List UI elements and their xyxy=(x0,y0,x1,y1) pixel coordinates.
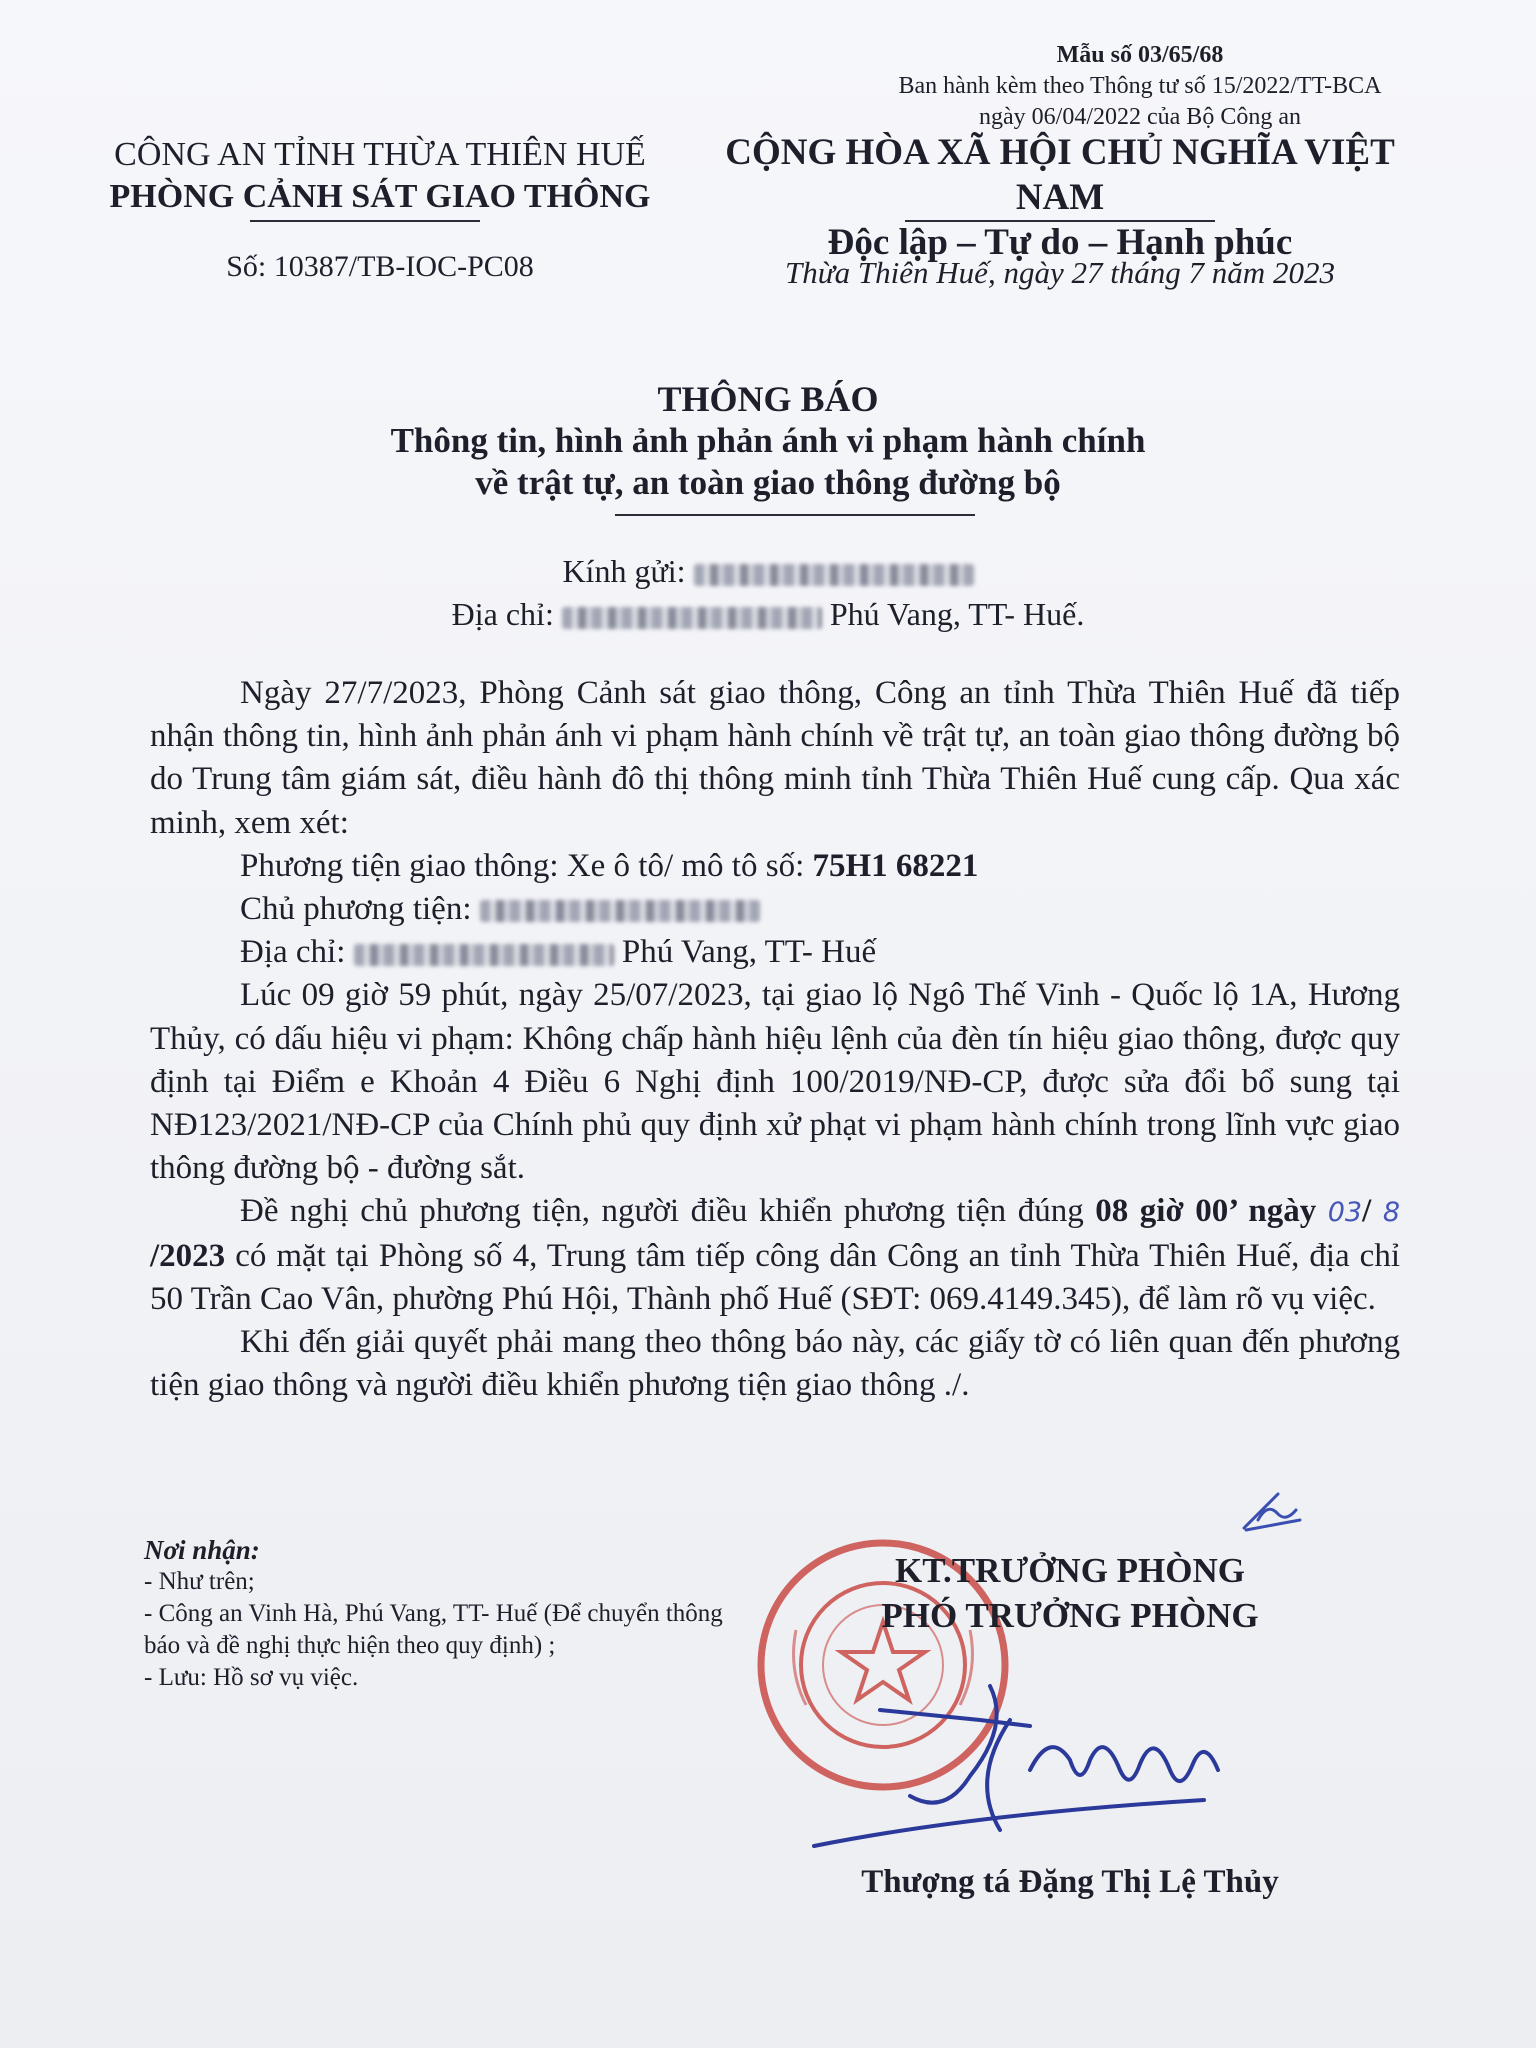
dia-chi-tail: Phú Vang, TT- Huế. xyxy=(829,596,1085,632)
vehicle-line xyxy=(150,845,1400,888)
sign-title-1: KT.TRƯỞNG PHÒNG xyxy=(895,1551,1245,1590)
summons-time: 08 giờ 00’ ngày xyxy=(1095,1193,1317,1230)
recipients-block xyxy=(144,1534,724,1694)
nation-name: CỘNG HÒA XÃ HỘI CHỦ NGHĨA VIỆT NAM xyxy=(725,132,1395,218)
document-number: Số: 10387/TB-IOC-PC08 xyxy=(226,250,534,283)
form-number: Mẫu số 03/65/68 xyxy=(1056,42,1224,68)
owner-address-line xyxy=(150,931,1400,974)
document-date: Thừa Thiên Huế, ngày 27 tháng 7 năm 2023 xyxy=(785,255,1335,290)
dia-chi-label: Địa chỉ: xyxy=(451,596,554,632)
paragraph-intro: Ngày 27/7/2023, Phòng Cảnh sát giao thông, Công an tỉnh Thừa Thiên Huế đã tiếp nhận thông tin, hình ảnh phản ánh vi phạm hành chính về trật tự, an toàn giao thông đường bộ do Trung tâm giám sát, điều hành đô thị thông minh tỉnh Thừa Thiên Huế cung cấp. Qua xác minh, xem xét: xyxy=(150,675,1400,841)
summons-text-b: có mặt tại Phòng số 4, Trung tâm tiếp công dân Công an tỉnh Thừa Thiên Huế, địa chỉ 50 Trần Cao Vân, phường Phú Hội, Thành phố Huế (SĐT: 069.4149.345), để làm rõ vụ việc. xyxy=(150,1237,1400,1317)
paragraph-instructions: Khi đến giải quyết phải mang theo thông báo này, các giấy tờ có liên quan đến phương tiện giao thông và người điều khiển phương tiện giao thông ./. xyxy=(150,1324,1400,1404)
redacted-owner-address xyxy=(354,944,614,966)
redacted-owner xyxy=(480,900,760,922)
nation-motto: Độc lập – Tự do – Hạnh phúc xyxy=(827,222,1293,263)
sign-title-2: PHÓ TRƯỞNG PHÒNG xyxy=(881,1596,1259,1635)
paragraph-violation: Lúc 09 giờ 59 phút, ngày 25/07/2023, tại giao lộ Ngô Thế Vinh - Quốc lộ 1A, Hương Thủy, có dấu hiệu vi phạm: Không chấp hành hiệu lệnh của đèn tín hiệu giao thông, được quy định tại Điểm e Khoản 4 Điều 6 Nghị định 100/2019/NĐ-CP, được sửa đổi bổ sung tại NĐ123/2021/NĐ-CP của Chính phủ quy định xử phạt vi phạm hành chính trong lĩnh vực giao thông đường bộ - đường sắt. xyxy=(150,977,1400,1187)
owner-label: Chủ phương tiện: xyxy=(240,891,472,928)
redacted-name xyxy=(694,564,974,586)
handwritten-month: 8 xyxy=(1382,1197,1401,1229)
signer-name: Thượng tá Đặng Thị Lệ Thủy xyxy=(861,1864,1279,1900)
addressee-address-line xyxy=(0,593,1536,636)
recipient-item: - Như trên; xyxy=(144,1568,255,1595)
handwritten-signature-icon xyxy=(810,1670,1270,1860)
handwritten-day: 03 xyxy=(1327,1197,1363,1229)
national-header xyxy=(690,130,1430,265)
form-date-line: ngày 06/04/2022 của Bộ Công an xyxy=(979,104,1301,130)
summons-text-a: Đề nghị chủ phương tiện, người điều khiển phương tiện đúng xyxy=(240,1193,1084,1230)
owner-address-label: Địa chỉ: xyxy=(240,934,346,971)
org-line-1: CÔNG AN TỈNH THỪA THIÊN HUẾ xyxy=(114,136,646,173)
paragraph-summons xyxy=(150,1190,1400,1321)
issuing-organization xyxy=(100,134,660,218)
form-issued-line: Ban hành kèm theo Thông tư số 15/2022/TT-BCA xyxy=(898,73,1382,99)
recipient-item: - Công an Vinh Hà, Phú Vang, TT- Huế (Để chuyển thông báo và đề nghị thực hiện theo quy định) ; xyxy=(144,1600,723,1659)
license-plate: 75H1 68221 xyxy=(812,847,979,884)
kinh-gui-label: Kính gửi: xyxy=(562,553,686,589)
title-sub-1: Thông tin, hình ảnh phản ánh vi phạm hành chính xyxy=(390,421,1146,460)
addressee-line xyxy=(0,550,1536,593)
title-underline xyxy=(615,514,975,516)
motto-underline xyxy=(905,220,1215,222)
owner-address-tail: Phú Vang, TT- Huế xyxy=(621,934,877,971)
signature-block xyxy=(820,1548,1320,1638)
title-main: THÔNG BÁO xyxy=(657,379,879,419)
title-sub-2: về trật tự, an toàn giao thông đường bộ xyxy=(475,463,1061,502)
recipients-heading: Nơi nhận: xyxy=(144,1535,260,1565)
recipient-item: - Lưu: Hồ sơ vụ việc. xyxy=(144,1664,359,1691)
org-underline xyxy=(250,220,480,222)
org-line-2: PHÒNG CẢNH SÁT GIAO THÔNG xyxy=(109,178,651,215)
form-reference xyxy=(880,40,1400,133)
date-separator: / xyxy=(1362,1193,1372,1230)
summons-year: /2023 xyxy=(150,1237,226,1274)
document-body xyxy=(150,672,1400,1407)
owner-line xyxy=(150,888,1400,931)
addressee-block xyxy=(0,550,1536,636)
handwritten-initials-icon xyxy=(1238,1490,1308,1536)
document-title xyxy=(0,378,1536,504)
vehicle-label: Phương tiện giao thông: Xe ô tô/ mô tô số: xyxy=(240,847,805,884)
redacted-address xyxy=(562,607,822,629)
